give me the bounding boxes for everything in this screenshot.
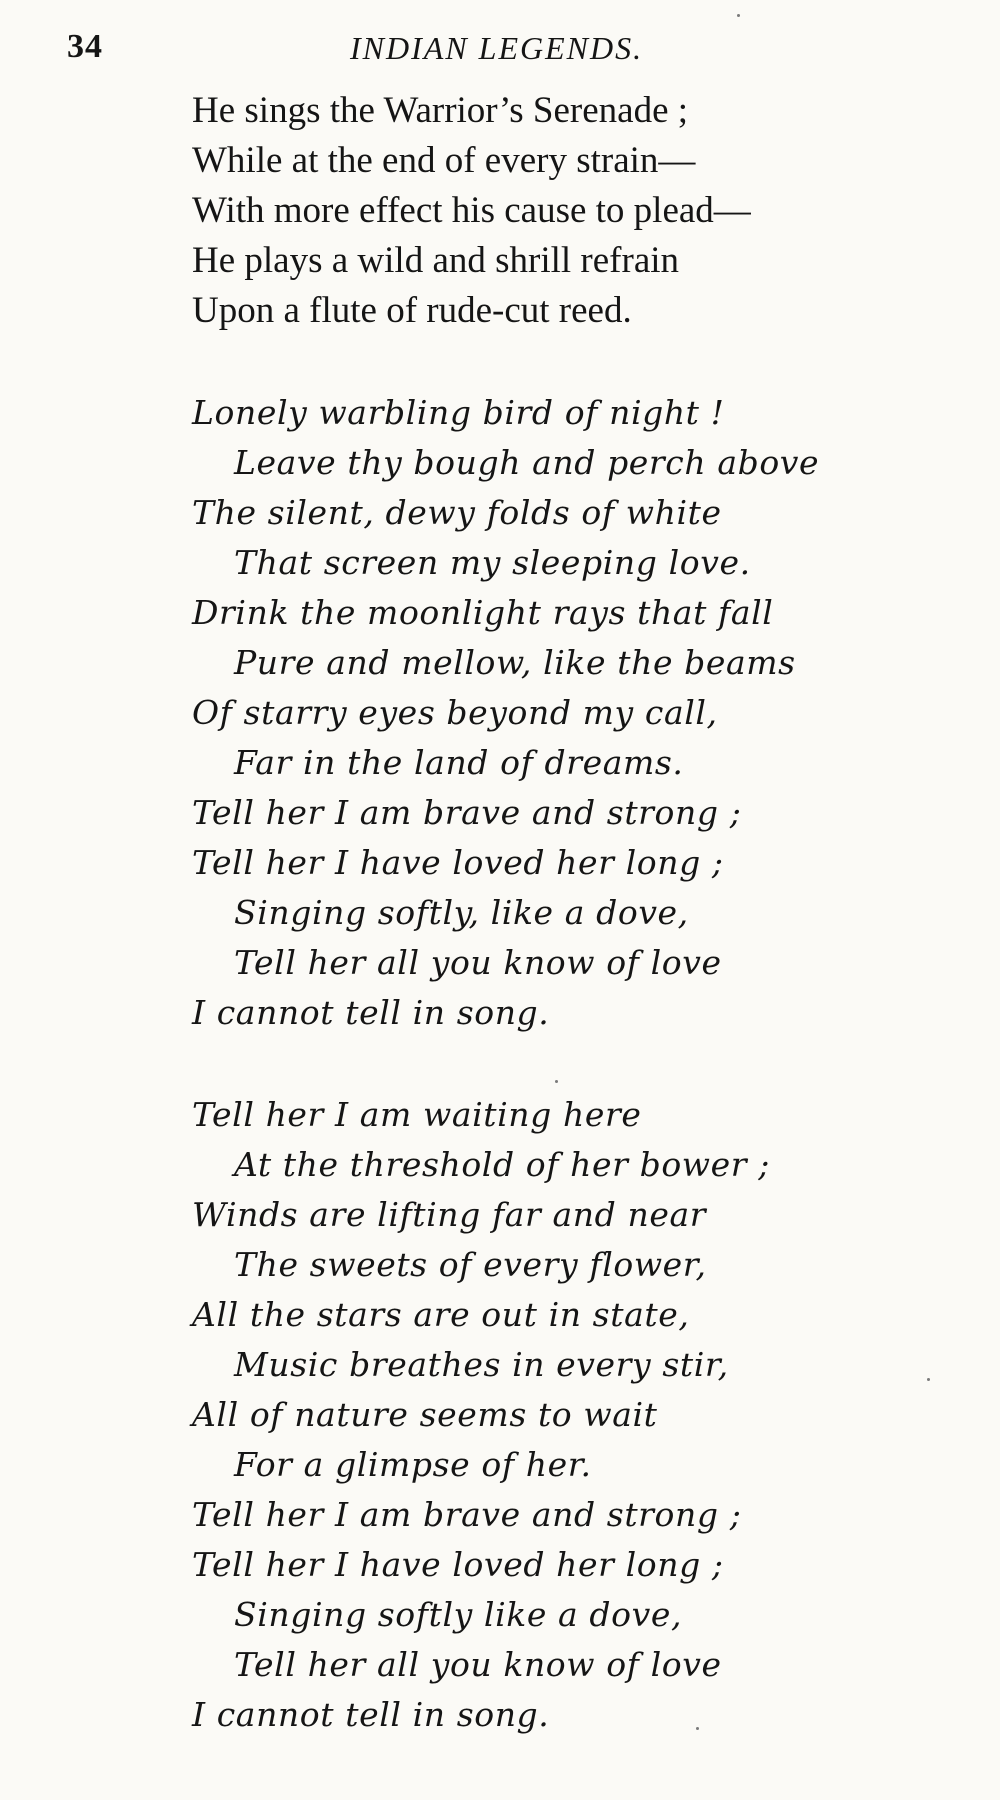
paper-speck [555, 1080, 558, 1083]
poem-line: At the threshold of her bower ; [234, 1145, 770, 1184]
poem-line: All the stars are out in state, [192, 1295, 690, 1334]
running-title: INDIAN LEGENDS. [350, 30, 644, 66]
page-header [60, 24, 940, 74]
stanza [192, 388, 932, 1038]
poem-line: Lonely warbling bird of night ! [192, 393, 725, 432]
poem-line: Pure and mellow, like the beams [234, 643, 796, 682]
paper-speck [696, 1727, 699, 1730]
poem-line: For a glimpse of her. [234, 1445, 592, 1484]
paper-speck [927, 1378, 930, 1381]
poem-line: He sings the Warrior’s Serenade ; [192, 90, 689, 131]
poem-line: Tell her I am brave and strong ; [192, 1495, 742, 1534]
poem-line: Tell her all you know of love [234, 943, 722, 982]
poem-line: Music breathes in every stir, [234, 1345, 729, 1384]
poem-line: I cannot tell in song. [192, 993, 550, 1032]
poem-line: Tell her I have loved her long ; [192, 843, 724, 882]
page-number: 34 [67, 28, 103, 65]
poem-line: The sweets of every flower, [234, 1245, 707, 1284]
poem-line: That screen my sleeping love. [234, 543, 751, 582]
paper-speck [737, 14, 740, 17]
poem-line: Tell her all you know of love [234, 1645, 722, 1684]
poem-line: Tell her I am waiting here [192, 1095, 642, 1134]
poem-line: The silent, dewy folds of white [192, 493, 722, 532]
poem-line: Winds are lifting far and near [192, 1195, 707, 1234]
poem-line: He plays a wild and shrill refrain [192, 240, 680, 281]
poem-line: Far in the land of dreams. [234, 743, 684, 782]
poem-line: Singing softly, like a dove, [234, 893, 689, 932]
poem-line: Tell her I have loved her long ; [192, 1545, 724, 1584]
poem-line: Drink the moonlight rays that fall [192, 593, 774, 632]
poem-line: Singing softly like a dove, [234, 1595, 683, 1634]
stanza [192, 86, 932, 336]
poem-line: All of nature seems to wait [192, 1395, 658, 1434]
poem-line: With more effect his cause to plead— [192, 190, 751, 231]
poem-line: Leave thy bough and perch above [234, 443, 820, 482]
poem-body [192, 86, 932, 1740]
poem-line: I cannot tell in song. [192, 1695, 550, 1734]
poem-line: Of starry eyes beyond my call, [192, 693, 718, 732]
poem-line: Upon a flute of rude-cut reed. [192, 290, 632, 331]
stanza [192, 1090, 932, 1740]
poem-line: While at the end of every strain— [192, 140, 696, 181]
poem-line: Tell her I am brave and strong ; [192, 793, 742, 832]
